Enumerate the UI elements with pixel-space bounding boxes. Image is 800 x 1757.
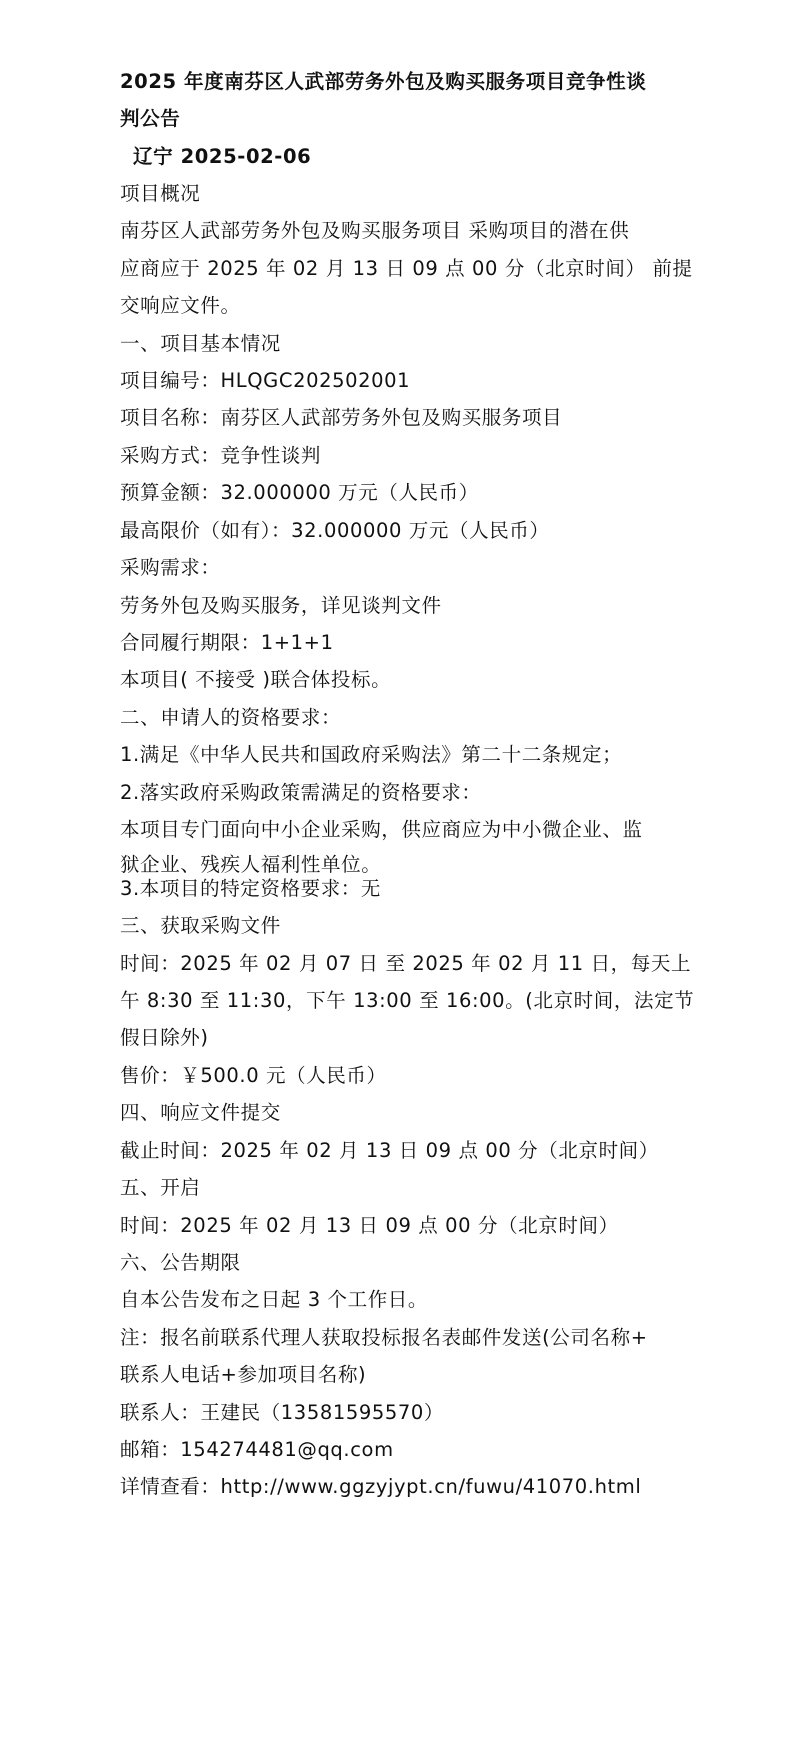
consortium-note: 本项目( 不接受 )联合体投标。 xyxy=(120,668,392,691)
procurement-needs-text: 劳务外包及购买服务，详见谈判文件 xyxy=(120,594,442,617)
qualification-item-2: 2.落实政府采购政策需满足的资格要求： xyxy=(120,781,482,804)
details-link: 详情查看：http://www.ggzyjypt.cn/fuwu/41070.html xyxy=(120,1475,642,1498)
region-date: 辽宁 2025-02-06 xyxy=(133,145,312,168)
project-number: 项目编号：HLQGC202502001 xyxy=(120,369,411,392)
qualification-item-2-text-2: 狱企业、残疾人福利性单位。 xyxy=(120,853,382,876)
project-name: 项目名称：南芬区人武部劳务外包及购买服务项目 xyxy=(120,406,563,429)
procurement-method: 采购方式：竞争性谈判 xyxy=(120,444,322,467)
obtain-time-line-2: 午 8:30 至 11:30，下午 13:00 至 16:00。(北京时间，法定节 xyxy=(120,989,695,1012)
section-heading-submission: 四、响应文件提交 xyxy=(120,1101,281,1124)
section-heading-opening: 五、开启 xyxy=(120,1176,201,1199)
overview-text-line-2: 应商应于 2025 年 02 月 13 日 09 点 00 分（北京时间） 前提 xyxy=(120,257,693,280)
max-price: 最高限价（如有）：32.000000 万元（人民币） xyxy=(120,519,550,542)
opening-time: 时间：2025 年 02 月 13 日 09 点 00 分（北京时间） xyxy=(120,1214,619,1237)
obtain-time-line-3: 假日除外) xyxy=(120,1026,209,1049)
overview-text-line-1: 南芬区人武部劳务外包及购买服务项目 采购项目的潜在供 xyxy=(120,219,630,242)
section-heading-qualifications: 二、申请人的资格要求： xyxy=(120,706,342,729)
qualification-item-2-text-1: 本项目专门面向中小企业采购，供应商应为中小微企业、监 xyxy=(120,818,643,841)
registration-note-line-2: 联系人电话+参加项目名称) xyxy=(120,1363,367,1386)
section-heading-basic-info: 一、项目基本情况 xyxy=(120,332,281,355)
submission-deadline: 截止时间：2025 年 02 月 13 日 09 点 00 分（北京时间） xyxy=(120,1139,659,1162)
notice-period-text: 自本公告发布之日起 3 个工作日。 xyxy=(120,1288,429,1311)
section-heading-notice-period: 六、公告期限 xyxy=(120,1251,241,1274)
section-heading-obtain-documents: 三、获取采购文件 xyxy=(120,914,281,937)
procurement-needs-label: 采购需求： xyxy=(120,556,221,579)
contact-person: 联系人：王建民（13581595570） xyxy=(120,1401,444,1424)
overview-text-line-3: 交响应文件。 xyxy=(120,294,241,317)
registration-note-line-1: 注：报名前联系代理人获取投标报名表邮件发送(公司名称+ xyxy=(120,1326,648,1349)
section-heading-overview: 项目概况 xyxy=(120,182,201,205)
obtain-time-line-1: 时间：2025 年 02 月 07 日 至 2025 年 02 月 11 日，每天上 xyxy=(120,952,692,975)
qualification-item-1: 1.满足《中华人民共和国政府采购法》第二十二条规定； xyxy=(120,743,623,766)
announcement-title-line-2: 判公告 xyxy=(120,107,181,130)
qualification-item-3: 3.本项目的特定资格要求：无 xyxy=(120,877,382,900)
document-price: 售价：￥500.0 元（人民币） xyxy=(120,1064,387,1087)
budget-amount: 预算金额：32.000000 万元（人民币） xyxy=(120,481,479,504)
contact-email: 邮箱：154274481@qq.com xyxy=(120,1438,394,1461)
contract-period: 合同履行期限：1+1+1 xyxy=(120,631,334,654)
announcement-title-line-1: 2025 年度南芬区人武部劳务外包及购买服务项目竞争性谈 xyxy=(120,70,647,93)
